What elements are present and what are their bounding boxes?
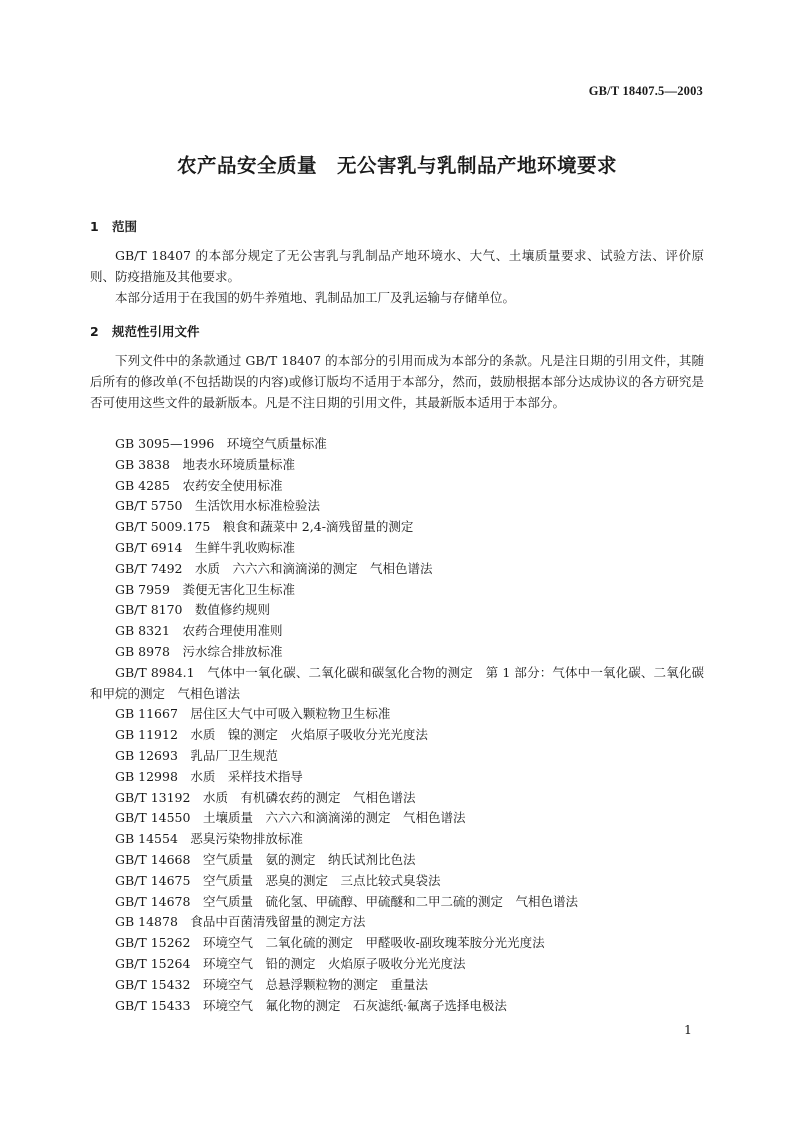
reference-item: GB 12693 乳品厂卫生规范 <box>115 747 278 763</box>
references-intro-paragraph: 下列文件中的条款通过 GB/T 18407 的本部分的引用而成为本部分的条款。凡是注日期的引用文件，其随后所有的修改单(不包括勘误的内容)或修订版均不适用于本部分，然而，鼓励根据本部分达成协议的各方研究是否可使用这些文件的最新版本。凡是不注日期的引用文件，其最新版本适用于本部分。 <box>90 353 704 410</box>
reference-item: GB 4285 农药安全使用标准 <box>115 477 283 493</box>
reference-item: GB/T 15433 环境空气 氟化物的测定 石灰滤纸·氟离子选择电极法 <box>115 997 507 1013</box>
reference-item: GB 11912 水质 镍的测定 火焰原子吸收分光光度法 <box>115 727 428 743</box>
reference-item: GB/T 14550 土壤质量 六六六和滴滴涕的测定 气相色谱法 <box>115 810 466 826</box>
reference-item: GB/T 14668 空气质量 氨的测定 纳氏试剂比色法 <box>115 851 416 867</box>
section-heading-normative-references <box>90 322 200 340</box>
reference-item: GB/T 8984.1 气体中一氧化碳、二氧化碳和碳氢化合物的测定 第 1 部分：气体中一氧化碳、二氧化碳和甲烷的测定 气相色谱法 <box>90 664 704 701</box>
reference-item: GB 7959 粪便无害化卫生标准 <box>115 581 295 597</box>
reference-item: GB 8321 农药合理使用准则 <box>115 623 283 639</box>
reference-item: GB/T 14675 空气质量 恶臭的测定 三点比较式臭袋法 <box>115 872 441 888</box>
section-heading-scope <box>90 217 137 235</box>
standard-code: GB/T 18407.5—2003 <box>588 84 703 98</box>
reference-item: GB/T 5009.175 粮食和蔬菜中 2,4-滴残留量的测定 <box>115 519 414 535</box>
reference-item: GB 11667 居住区大气中可吸入颗粒物卫生标准 <box>115 706 391 722</box>
reference-item: GB/T 15262 环境空气 二氧化硫的测定 甲醛吸收-副玫瑰苯胺分光光度法 <box>115 935 545 951</box>
scope-paragraph-2: 本部分适用于在我国的奶牛养殖地、乳制品加工厂及乳运输与存储单位。 <box>115 290 516 305</box>
scope-paragraph-1: GB/T 18407 的本部分规定了无公害乳与乳制品产地环境水、大气、土壤质量要求、试验方法、评价原则、防疫措施及其他要求。 <box>90 248 704 284</box>
page-number: 1 <box>684 1022 692 1037</box>
reference-item: GB 14554 恶臭污染物排放标准 <box>115 831 303 847</box>
reference-item: GB/T 14678 空气质量 硫化氢、甲硫醇、甲硫醚和二甲二硫的测定 气相色谱法 <box>115 893 578 909</box>
reference-item: GB 8978 污水综合排放标准 <box>115 643 283 659</box>
section-number: 1 <box>90 219 99 234</box>
reference-item: GB 3095—1996 环境空气质量标准 <box>115 436 327 451</box>
reference-item: GB/T 15264 环境空气 铅的测定 火焰原子吸收分光光度法 <box>115 955 466 971</box>
document-title: 农产品安全质量 无公害乳与乳制品产地环境要求 <box>176 154 617 177</box>
section-title: 范围 <box>112 219 138 234</box>
reference-item: GB/T 8170 数值修约规则 <box>115 602 271 618</box>
reference-item: GB 3838 地表水环境质量标准 <box>115 456 295 472</box>
reference-list <box>90 434 704 1016</box>
reference-item: GB/T 13192 水质 有机磷农药的测定 气相色谱法 <box>115 789 416 805</box>
section-number: 2 <box>90 324 99 339</box>
reference-item: GB 12998 水质 采样技术指导 <box>115 768 303 784</box>
reference-item: GB/T 7492 水质 六六六和滴滴涕的测定 气相色谱法 <box>115 560 433 576</box>
reference-item: GB/T 5750 生活饮用水标准检验法 <box>115 498 321 514</box>
reference-item: GB/T 6914 生鲜牛乳收购标准 <box>115 539 296 555</box>
reference-item: GB/T 15432 环境空气 总悬浮颗粒物的测定 重量法 <box>115 976 428 992</box>
section-title: 规范性引用文件 <box>112 324 200 339</box>
reference-item: GB 14878 食品中百菌清残留量的测定方法 <box>115 914 366 930</box>
